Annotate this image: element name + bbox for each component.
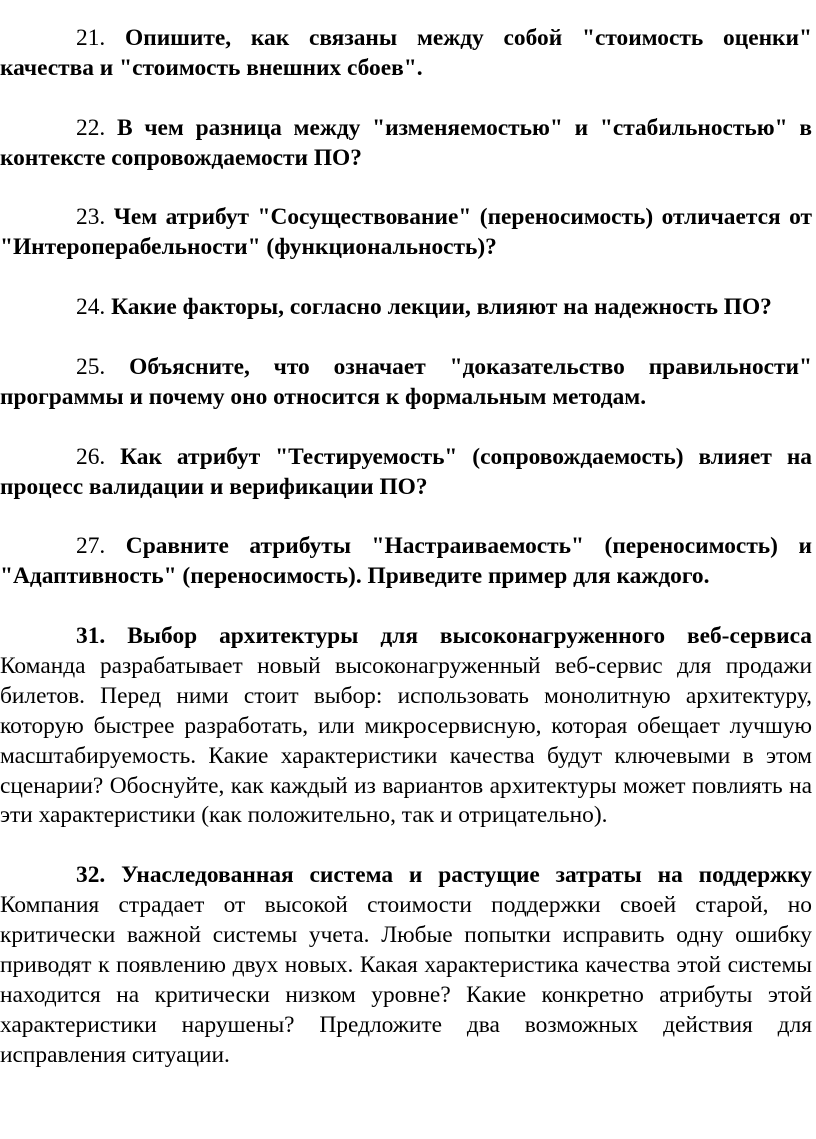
question-text: Какие факторы, согласно лекции, влияют на надежность ПО? [111, 294, 772, 321]
case-31 [0, 622, 812, 831]
question-22 [0, 114, 812, 174]
question-number: 26. [76, 443, 106, 470]
question-text: Как атрибут "Тестируемость" (сопровождаемость) влияет на процесс валидации и верификации ПО? [0, 443, 812, 500]
question-number: 22. [76, 114, 106, 141]
case-body: Компания страдает от высокой стоимости поддержки своей старой, но критически важной системы учета. Любые попытки исправить одну ошибку приводят к появлению двух новых. Какая характеристика качества этой системы находится на критически низком уровне? Какие конкретно атрибуты этой характеристики нарушены? Предложите два возможных действия для исправления ситуации. [0, 892, 812, 1068]
document-page [0, 24, 816, 1100]
case-number: 32. [76, 862, 106, 889]
question-text: Объясните, что означает "доказательство правильности" программы и почему оно относится к формальным методам. [0, 353, 812, 410]
question-text: Сравните атрибуты "Настраиваемость" (переносимость) и "Адаптивность" (переносимость). Приведите пример для каждого. [0, 533, 812, 590]
question-number: 24. [76, 294, 106, 321]
question-21 [0, 24, 812, 84]
question-number: 23. [76, 204, 106, 231]
question-text: Чем атрибут "Сосуществование" (переносимость) отличается от "Интероперабельности" (функциональность)? [0, 204, 812, 261]
question-25 [0, 353, 812, 413]
question-26 [0, 443, 812, 503]
case-number: 31. [76, 623, 106, 650]
question-number: 25. [76, 353, 106, 380]
question-23 [0, 203, 812, 263]
case-32 [0, 861, 812, 1070]
case-title: Унаследованная система и растущие затраты на поддержку [121, 862, 812, 889]
question-text: В чем разница между "изменяемостью" и "стабильностью" в контексте сопровождаемости ПО? [0, 114, 812, 171]
question-number: 27. [76, 533, 106, 560]
case-body: Команда разрабатывает новый высоконагруженный веб-сервис для продажи билетов. Перед ними стоит выбор: использовать монолитную архитектуру, которую быстрее разработать, или микросервисную, которая обещает лучшую масштабируемость. Какие характеристики качества будут ключевыми в этом сценарии? Обоснуйте, как каждый из вариантов архитектуры может повлиять на эти характеристики (как положительно, так и отрицательно). [0, 652, 812, 829]
question-number: 21. [76, 25, 106, 51]
question-text: Опишите, как связаны между собой "стоимость оценки" качества и "стоимость внешних сбоев". [0, 25, 812, 81]
question-24 [0, 293, 812, 323]
question-27 [0, 532, 812, 592]
case-title: Выбор архитектуры для высоконагруженного веб-сервиса [127, 623, 812, 650]
